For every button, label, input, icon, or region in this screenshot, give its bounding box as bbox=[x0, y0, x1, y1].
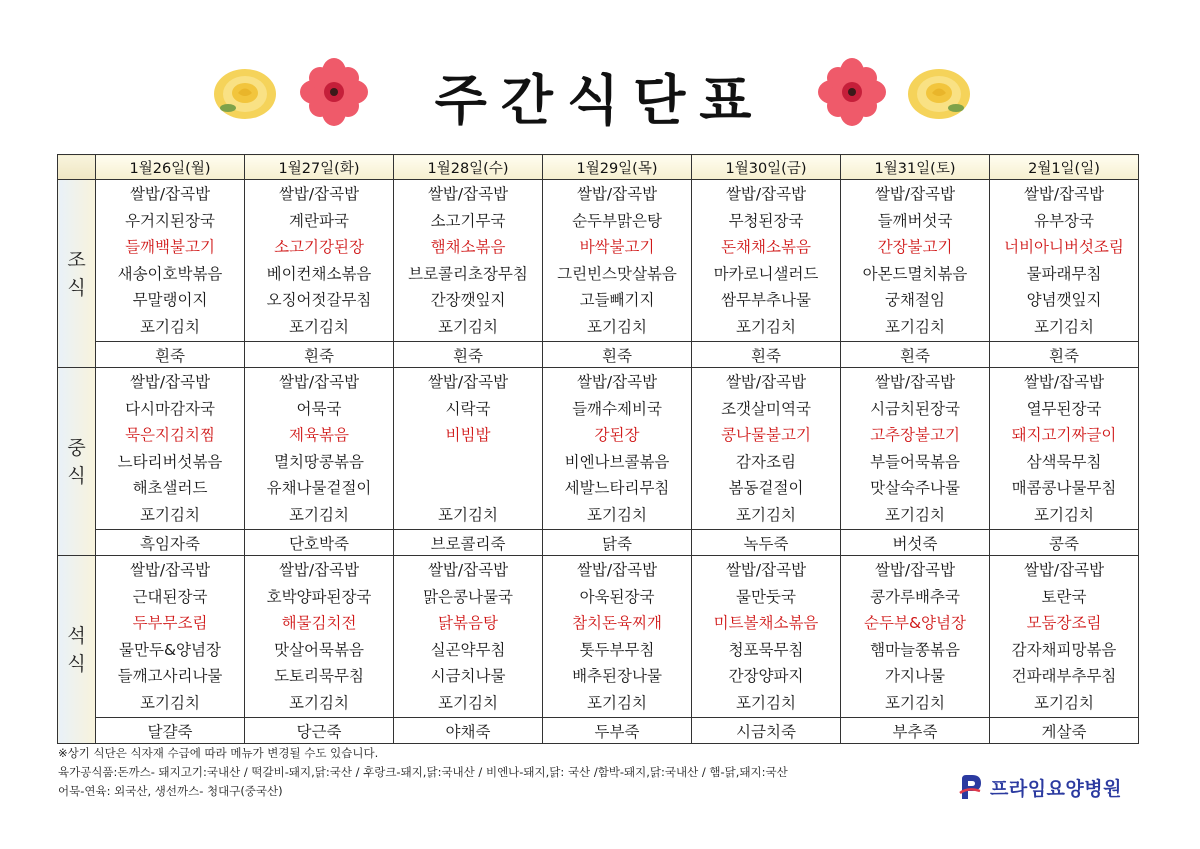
menu-item: 쌀밥/잡곡밥 bbox=[427, 373, 509, 391]
porridge-cell: 당근죽 bbox=[245, 718, 394, 744]
menu-item: 콩가루배추국 bbox=[870, 587, 960, 606]
menu-item: 시금치나물 bbox=[430, 667, 506, 685]
menu-item: 쌀밥/잡곡밥 bbox=[129, 373, 211, 391]
menu-item: 들깨수제비국 bbox=[572, 399, 662, 418]
menu-cell bbox=[990, 368, 1139, 530]
menu-cell bbox=[245, 556, 394, 718]
main-dish: 참치돈육찌개 bbox=[572, 614, 662, 632]
menu-item: 물파래무침 bbox=[1026, 264, 1102, 283]
meal-label-char: 중 bbox=[67, 436, 86, 459]
menu-item: 들깨버섯국 bbox=[877, 211, 953, 230]
main-dish: 순두부&양념장 bbox=[864, 614, 966, 632]
menu-item: 부들어묵볶음 bbox=[870, 452, 960, 471]
menu-item: 멸치땅콩볶음 bbox=[274, 452, 364, 471]
meal-row bbox=[58, 556, 1139, 718]
menu-item: 포기김치 bbox=[736, 693, 796, 712]
menu-item: 포기김치 bbox=[438, 317, 498, 336]
menu-item: 계란파국 bbox=[289, 211, 349, 230]
menu-item: 쌀밥/잡곡밥 bbox=[278, 185, 360, 203]
main-dish: 너비아니버섯조림 bbox=[1004, 238, 1124, 256]
header-corner bbox=[58, 155, 96, 180]
menu-item: 감자조림 bbox=[736, 452, 796, 471]
menu-item: 매콤콩나물무침 bbox=[1011, 479, 1117, 497]
menu-cell bbox=[543, 180, 692, 342]
main-dish: 소고기강된장 bbox=[274, 238, 364, 256]
menu-item: 들깨고사리나물 bbox=[117, 667, 223, 685]
meal-row bbox=[58, 180, 1139, 342]
porridge-cell: 게살죽 bbox=[990, 718, 1139, 744]
meal-label bbox=[58, 556, 96, 744]
day-header-row bbox=[58, 155, 1139, 180]
menu-item: 궁채절임 bbox=[885, 291, 945, 309]
menu-item: 실곤약무침 bbox=[430, 640, 506, 659]
menu-item: 맛살어묵볶음 bbox=[274, 640, 364, 659]
menu-cell bbox=[841, 556, 990, 718]
main-dish: 바싹불고기 bbox=[579, 238, 655, 256]
menu-item: 다시마감자국 bbox=[125, 399, 215, 418]
menu-item: 오징어젓갈무침 bbox=[266, 291, 372, 309]
day-header: 1월30일(금) bbox=[692, 155, 841, 180]
porridge-cell: 브로콜리죽 bbox=[394, 530, 543, 556]
menu-cell bbox=[245, 368, 394, 530]
menu-item: 새송이호박볶음 bbox=[117, 264, 223, 283]
porridge-cell: 버섯죽 bbox=[841, 530, 990, 556]
menu-item: 우거지된장국 bbox=[125, 211, 215, 230]
menu-item: 쌀밥/잡곡밥 bbox=[129, 561, 211, 579]
day-header: 1월28일(수) bbox=[394, 155, 543, 180]
menu-item: 포기김치 bbox=[289, 317, 349, 336]
menu-item: 맑은콩나물국 bbox=[423, 587, 513, 606]
main-dish: 묵은지김치찜 bbox=[125, 426, 215, 444]
menu-item: 해초샐러드 bbox=[132, 479, 208, 497]
menu-item: 시금치된장국 bbox=[870, 399, 960, 418]
menu-cell bbox=[841, 180, 990, 342]
menu-item: 포기김치 bbox=[140, 317, 200, 336]
menu-item: 쌀밥/잡곡밥 bbox=[278, 561, 360, 579]
menu-item: 토란국 bbox=[1041, 587, 1087, 606]
porridge-cell: 부추죽 bbox=[841, 718, 990, 744]
menu-item: 쌀밥/잡곡밥 bbox=[725, 373, 807, 391]
porridge-cell: 흰죽 bbox=[543, 342, 692, 368]
menu-item: 쌀밥/잡곡밥 bbox=[129, 185, 211, 203]
meal-label-char: 식 bbox=[67, 464, 86, 487]
porridge-cell: 닭죽 bbox=[543, 530, 692, 556]
menu-item: 쌀밥/잡곡밥 bbox=[576, 561, 658, 579]
main-dish: 미트볼채소볶음 bbox=[713, 614, 819, 632]
note-line: 육가공식품:돈까스- 돼지고기:국내산 / 떡갈비-돼지,닭:국산 / 후랑크-돼지,닭:국내산 / 비엔나-돼지,닭: 국산 /함박-돼지,닭:국내산 / 햄-닭,돼지:국산 bbox=[58, 765, 788, 779]
menu-cell bbox=[394, 368, 543, 530]
main-dish: 닭볶음탕 bbox=[438, 614, 498, 632]
menu-item: 청포묵무침 bbox=[728, 640, 804, 659]
menu-item: 쌀밥/잡곡밥 bbox=[1023, 561, 1105, 579]
menu-item: 느타리버섯볶음 bbox=[117, 452, 223, 471]
porridge-cell: 흑임자죽 bbox=[96, 530, 245, 556]
menu-item: 호박양파된장국 bbox=[266, 587, 372, 606]
menu-item: 쌀밥/잡곡밥 bbox=[874, 373, 956, 391]
menu-item: 쌀밥/잡곡밥 bbox=[725, 561, 807, 579]
menu-item: 포기김치 bbox=[587, 505, 647, 524]
menu-item: 세발느타리무침 bbox=[564, 479, 670, 497]
menu-cell bbox=[841, 368, 990, 530]
menu-item: 베이컨채소볶음 bbox=[266, 264, 372, 283]
day-header: 1월31일(토) bbox=[841, 155, 990, 180]
header bbox=[0, 0, 1200, 140]
menu-item: 조갯살미역국 bbox=[721, 399, 811, 418]
menu-item: 맛살숙주나물 bbox=[870, 479, 960, 497]
main-dish: 제육볶음 bbox=[289, 426, 349, 444]
menu-cell bbox=[990, 556, 1139, 718]
menu-item: 포기김치 bbox=[1034, 693, 1094, 712]
menu-item: 포기김치 bbox=[885, 505, 945, 524]
menu-item: 유부장국 bbox=[1034, 211, 1094, 230]
menu-item: 열무된장국 bbox=[1026, 399, 1102, 418]
menu-item: 포기김치 bbox=[140, 693, 200, 712]
main-dish: 두부무조림 bbox=[132, 614, 208, 632]
day-header: 1월26일(월) bbox=[96, 155, 245, 180]
menu-item: 배추된장나물 bbox=[572, 667, 662, 685]
menu-item: 그린빈스맛살볶음 bbox=[557, 264, 677, 283]
porridge-row bbox=[58, 342, 1139, 368]
porridge-cell: 두부죽 bbox=[543, 718, 692, 744]
menu-item: 쌀밥/잡곡밥 bbox=[427, 561, 509, 579]
hospital-name: 프라임요양병원 bbox=[990, 777, 1122, 800]
main-dish: 강된장 bbox=[594, 426, 640, 444]
porridge-cell: 흰죽 bbox=[841, 342, 990, 368]
menu-item: 고들빼기지 bbox=[579, 291, 655, 309]
menu-item: 포기김치 bbox=[289, 505, 349, 524]
menu-item bbox=[394, 475, 542, 502]
menu-item: 쌀밥/잡곡밥 bbox=[725, 185, 807, 203]
menu-item: 근대된장국 bbox=[132, 587, 208, 606]
menu-cell bbox=[692, 368, 841, 530]
main-dish: 비빔밥 bbox=[445, 426, 491, 444]
menu-cell bbox=[692, 180, 841, 342]
menu-item: 건파래부추무침 bbox=[1011, 667, 1117, 685]
menu-item: 쌀밥/잡곡밥 bbox=[1023, 373, 1105, 391]
menu-item: 삼색묵무침 bbox=[1026, 452, 1102, 471]
note-line: ※상기 식단은 식자재 수급에 따라 메뉴가 변경될 수도 있습니다. bbox=[58, 746, 379, 760]
menu-item: 도토리묵무침 bbox=[274, 667, 364, 685]
menu-item: 쌀밥/잡곡밥 bbox=[427, 185, 509, 203]
porridge-row bbox=[58, 718, 1139, 744]
porridge-cell: 시금치죽 bbox=[692, 718, 841, 744]
porridge-cell: 달걀죽 bbox=[96, 718, 245, 744]
meal-label-char: 조 bbox=[67, 248, 86, 271]
meal-row bbox=[58, 368, 1139, 530]
menu-item: 포기김치 bbox=[885, 317, 945, 336]
day-header: 1월29일(목) bbox=[543, 155, 692, 180]
meal-label bbox=[58, 368, 96, 556]
notes bbox=[58, 744, 958, 801]
main-dish: 돼지고기짜글이 bbox=[1011, 426, 1117, 444]
main-dish: 돈채채소볶음 bbox=[721, 238, 811, 256]
menu-item: 아몬드멸치볶음 bbox=[862, 264, 968, 283]
main-dish: 콩나물불고기 bbox=[721, 426, 811, 444]
porridge-row bbox=[58, 530, 1139, 556]
menu-cell bbox=[394, 556, 543, 718]
menu-cell bbox=[990, 180, 1139, 342]
menu-item: 간장깻잎지 bbox=[430, 291, 506, 309]
meal-label-char: 식 bbox=[67, 652, 86, 675]
menu-item: 포기김치 bbox=[438, 505, 498, 524]
menu-item: 쌈무부추나물 bbox=[721, 291, 811, 309]
note-line: 어묵-연육: 외국산, 생선까스- 청대구(중국산) bbox=[58, 784, 283, 798]
menu-cell bbox=[543, 556, 692, 718]
porridge-cell: 녹두죽 bbox=[692, 530, 841, 556]
menu-item: 브로콜리초장무침 bbox=[408, 264, 528, 283]
main-dish: 간장불고기 bbox=[877, 238, 953, 256]
menu-item: 햄마늘쫑볶음 bbox=[870, 640, 960, 659]
hospital-logo-icon bbox=[958, 773, 984, 801]
weekly-menu-table bbox=[57, 154, 1139, 744]
menu-item: 포기김치 bbox=[1034, 317, 1094, 336]
menu-item: 물만둣국 bbox=[736, 587, 796, 606]
menu-cell bbox=[96, 180, 245, 342]
main-dish: 들깨백불고기 bbox=[125, 238, 215, 256]
main-dish: 해물김치전 bbox=[281, 614, 357, 632]
menu-item: 포기김치 bbox=[736, 317, 796, 336]
page-title: 주간식단표 bbox=[434, 69, 766, 132]
hospital-logo bbox=[958, 772, 1122, 802]
menu-cell bbox=[245, 180, 394, 342]
porridge-cell: 흰죽 bbox=[692, 342, 841, 368]
menu-item: 무말랭이지 bbox=[132, 291, 208, 309]
porridge-cell: 단호박죽 bbox=[245, 530, 394, 556]
menu-item: 포기김치 bbox=[1034, 505, 1094, 524]
menu-body bbox=[58, 180, 1139, 744]
menu-item: 마카로니샐러드 bbox=[713, 264, 819, 283]
menu-item: 가지나물 bbox=[885, 667, 945, 685]
menu-item: 포기김치 bbox=[438, 693, 498, 712]
menu-item: 쌀밥/잡곡밥 bbox=[576, 373, 658, 391]
menu-item: 포기김치 bbox=[587, 693, 647, 712]
main-dish: 햄채소볶음 bbox=[430, 238, 506, 256]
porridge-cell: 흰죽 bbox=[990, 342, 1139, 368]
red-flower-icon bbox=[818, 58, 886, 126]
porridge-cell: 콩죽 bbox=[990, 530, 1139, 556]
meal-label-char: 석 bbox=[67, 624, 86, 647]
menu-item: 포기김치 bbox=[587, 317, 647, 336]
menu-item: 어묵국 bbox=[296, 399, 342, 418]
menu-cell bbox=[543, 368, 692, 530]
meal-label bbox=[58, 180, 96, 368]
menu-item: 물만두&양념장 bbox=[119, 640, 221, 659]
meal-label-char: 식 bbox=[67, 276, 86, 299]
day-header: 2월1일(일) bbox=[990, 155, 1139, 180]
menu-cell bbox=[394, 180, 543, 342]
day-header: 1월27일(화) bbox=[245, 155, 394, 180]
menu-item: 쌀밥/잡곡밥 bbox=[278, 373, 360, 391]
menu-item: 유채나물겉절이 bbox=[266, 479, 372, 497]
porridge-cell: 야채죽 bbox=[394, 718, 543, 744]
menu-item: 포기김치 bbox=[289, 693, 349, 712]
menu-cell bbox=[96, 556, 245, 718]
menu-item: 순두부맑은탕 bbox=[572, 211, 662, 230]
main-dish: 고추장불고기 bbox=[870, 426, 960, 444]
menu-item: 무청된장국 bbox=[728, 211, 804, 230]
main-dish: 모둠장조림 bbox=[1026, 614, 1102, 632]
porridge-cell: 흰죽 bbox=[245, 342, 394, 368]
menu-item: 포기김치 bbox=[736, 505, 796, 524]
menu-cell bbox=[96, 368, 245, 530]
menu-item: 비엔나브콜볶음 bbox=[564, 452, 670, 471]
porridge-cell: 흰죽 bbox=[394, 342, 543, 368]
menu-item: 감자채피망볶음 bbox=[1011, 640, 1117, 659]
menu-item: 쌀밥/잡곡밥 bbox=[576, 185, 658, 203]
menu-item: 포기김치 bbox=[885, 693, 945, 712]
menu-item: 봄동겉절이 bbox=[728, 479, 804, 497]
menu-item: 쌀밥/잡곡밥 bbox=[874, 561, 956, 579]
menu-item: 포기김치 bbox=[140, 505, 200, 524]
yellow-rose-icon bbox=[906, 66, 972, 122]
menu-item: 톳두부무침 bbox=[579, 640, 655, 659]
porridge-cell: 흰죽 bbox=[96, 342, 245, 368]
menu-item: 간장양파지 bbox=[728, 667, 804, 685]
menu-item: 쌀밥/잡곡밥 bbox=[874, 185, 956, 203]
menu-item: 쌀밥/잡곡밥 bbox=[1023, 185, 1105, 203]
menu-cell bbox=[692, 556, 841, 718]
menu-item: 시락국 bbox=[445, 399, 491, 418]
menu-item: 소고기무국 bbox=[430, 211, 506, 230]
menu-item: 아욱된장국 bbox=[579, 587, 655, 606]
menu-item: 양념깻잎지 bbox=[1026, 291, 1102, 309]
menu-item bbox=[394, 449, 542, 476]
